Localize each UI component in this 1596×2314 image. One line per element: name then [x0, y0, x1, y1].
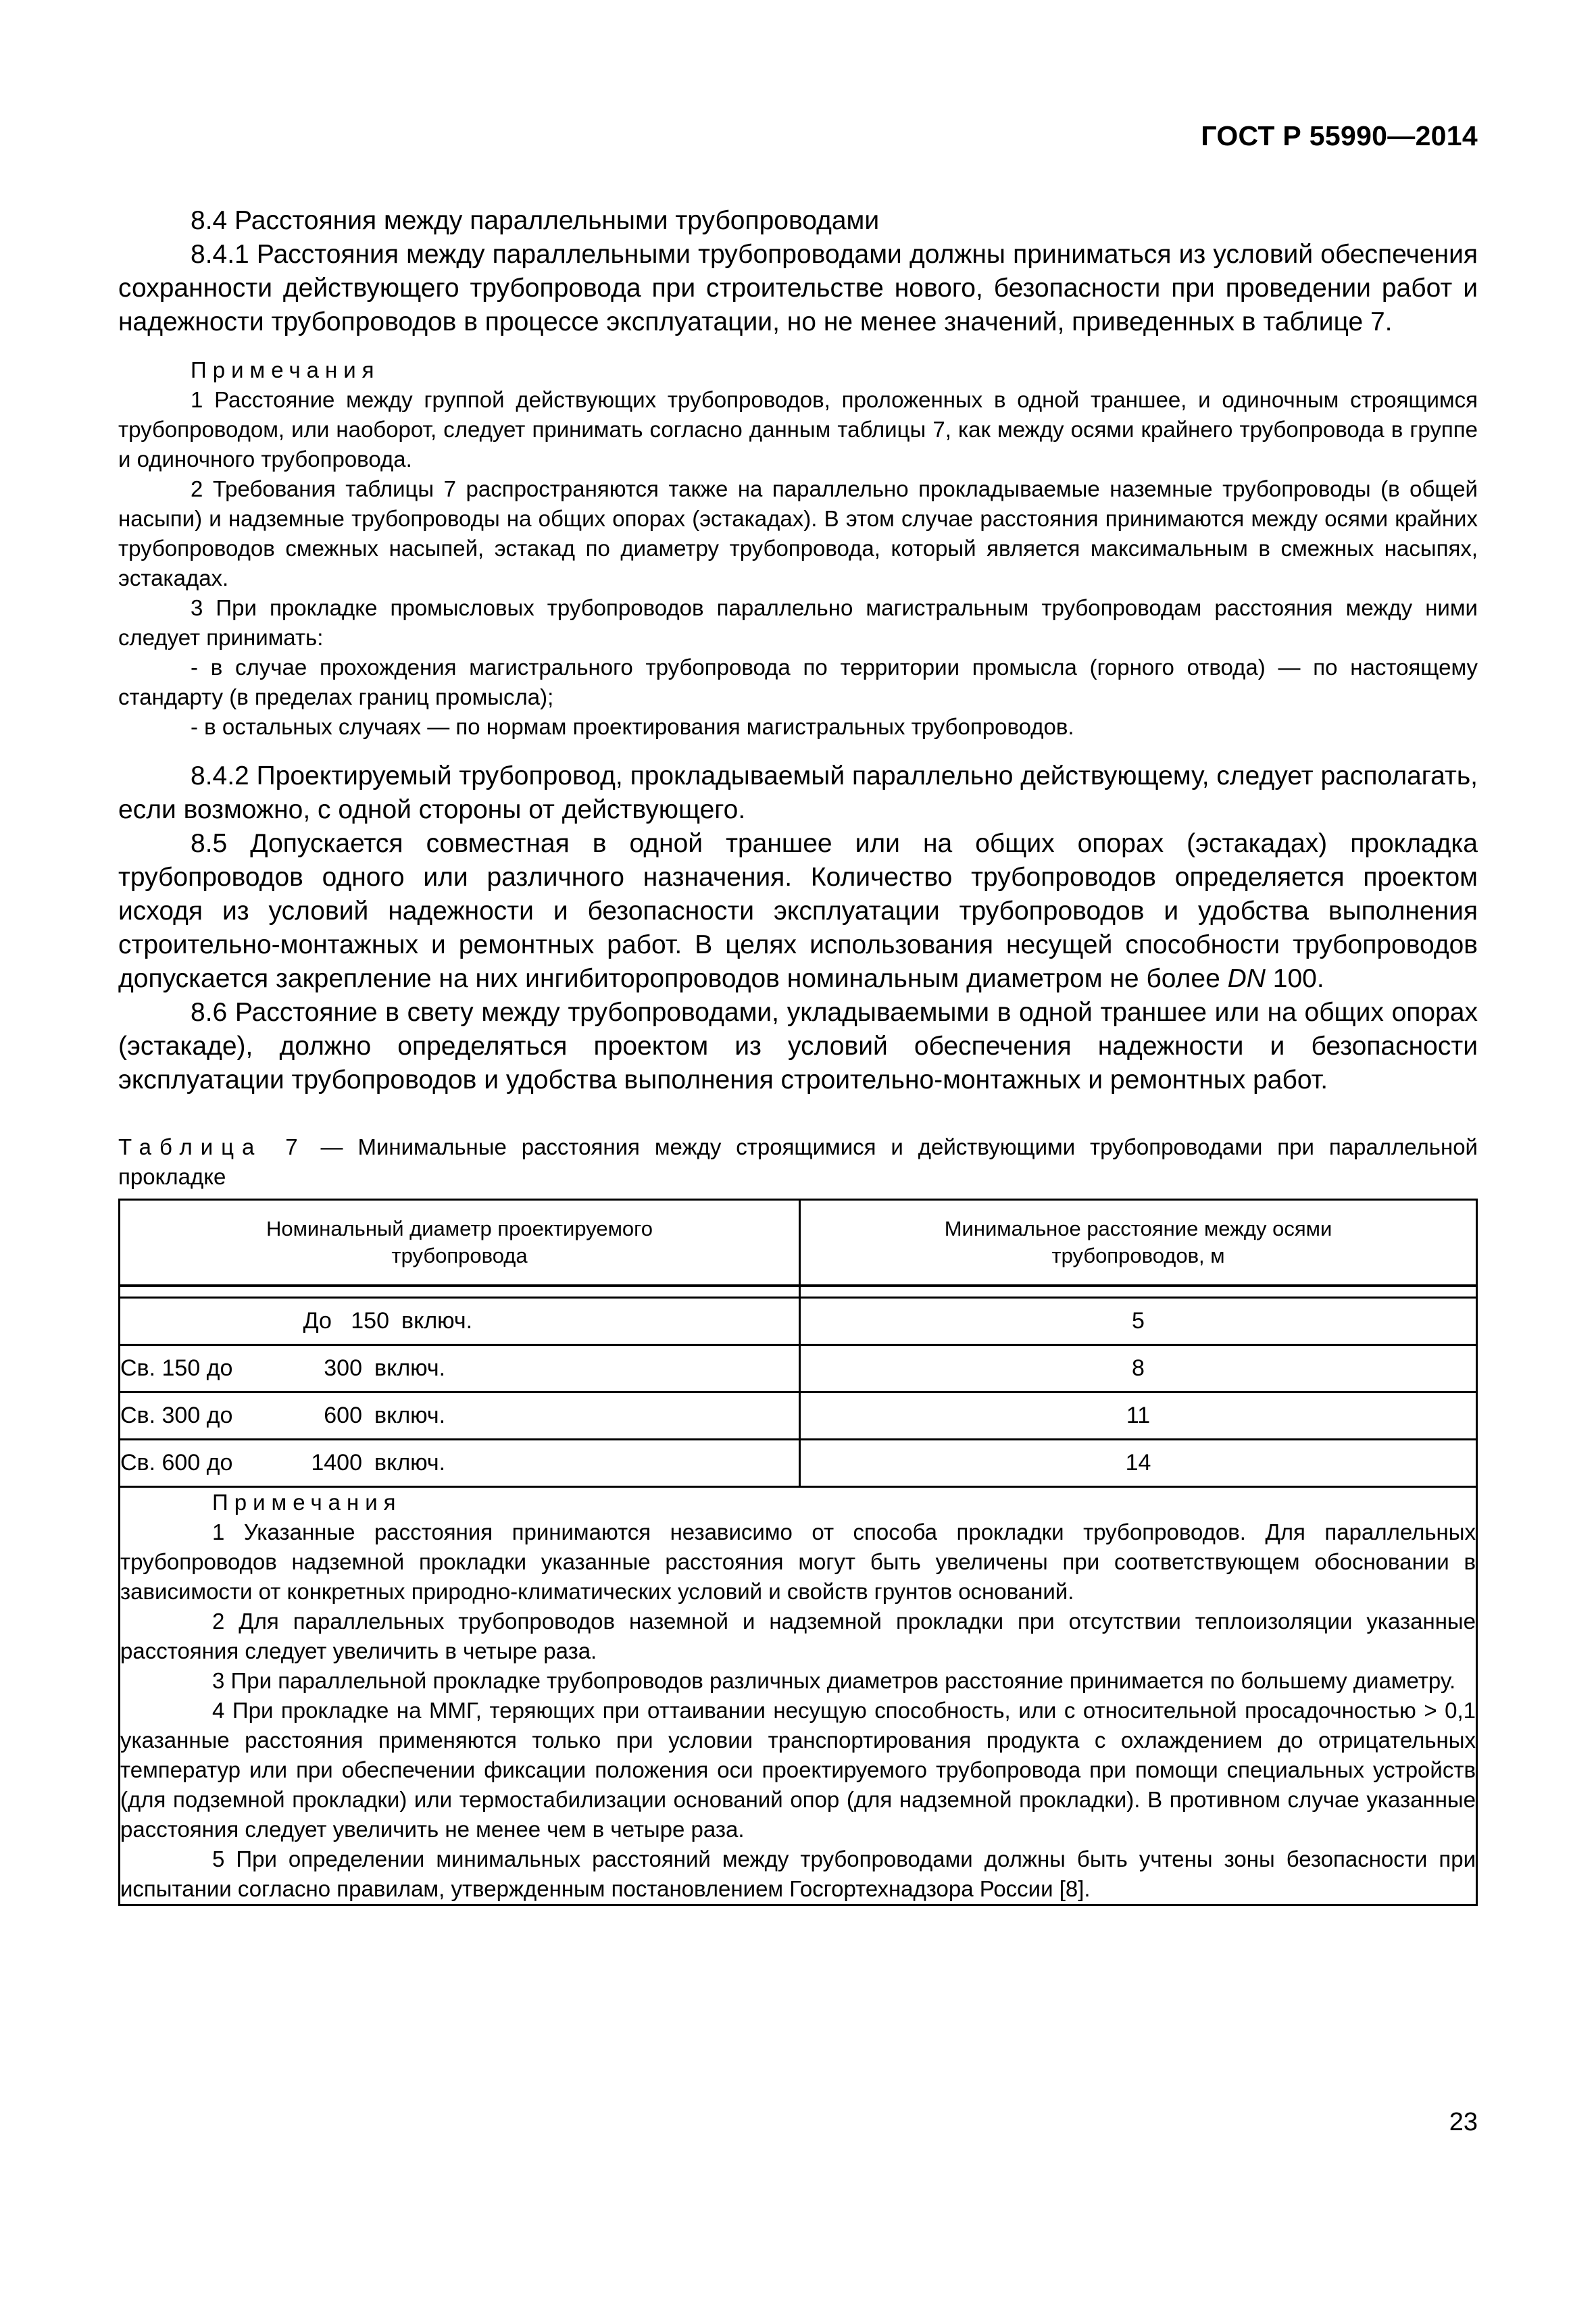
diameter-cell — [120, 1298, 800, 1345]
header-separator-row — [120, 1286, 1477, 1298]
diameter-suffix: включ. — [401, 1308, 473, 1334]
note-item: - в остальных случаях — по нормам проектирования магистральных трубопроводов. — [191, 714, 1074, 739]
distance-value: 5 — [800, 1298, 1477, 1345]
table-row — [120, 1345, 1477, 1392]
diameter-to: 1400 — [311, 1450, 362, 1476]
column-header-diameter — [120, 1200, 800, 1286]
distance-value: 11 — [800, 1392, 1477, 1440]
diameter-from: Св. 150 до — [120, 1355, 233, 1381]
table-notes-row — [120, 1487, 1477, 1905]
diameter-suffix: включ. — [374, 1450, 446, 1476]
table-caption — [118, 1132, 1478, 1192]
diameter-from: Св. 600 до — [120, 1450, 233, 1476]
diameter-cell — [120, 1392, 800, 1440]
separator-cell — [800, 1286, 1477, 1298]
distance-value: 8 — [800, 1345, 1477, 1392]
table-note-item: 4 При прокладке на ММГ, теряющих при оттаивании несущую способность, или с относительной просадочностью > 0,1 указанные расстояния применяются только при условии транспортирования продукта с охлаждением до отрицательных температур или при обеспечении фиксации положения оси проектируемого трубопровода при помощи специальных устройств (для подземной прокладки) или термостабилизации оснований опор (для надземной прокладки). В противном случае указанные расстояния следует увеличить не менее чем в четыре раза. — [120, 1698, 1476, 1842]
paragraph-8-5-text: 8.5 Допускается совместная в одной траншее или на общих опорах (эстакадах) прокладка трубопроводов одного или различного назначения. Количество трубопроводов определяется проектом исходя из условий надежности и безопасности эксплуатации трубопроводов и удобства выполнения строительно-монтажных и ремонтных работ. В целях использования несущей способности трубопроводов допускается закрепление на них ингибиторопроводов номинальным диаметром не более — [118, 829, 1478, 993]
note-item: 1 Расстояние между группой действующих трубопроводов, проложенных в одной траншее, и одиночным строящимся трубопроводом, или наоборот, следует принимать согласно данным таблицы 7, как между осями крайнего трубопровода в группе и одиночного трубопровода. — [118, 387, 1478, 472]
table-notes-cell — [120, 1487, 1477, 1905]
diameter-to: До 150 — [303, 1308, 389, 1334]
paragraph-8-4-1: 8.4.1 Расстояния между параллельными трубопроводами должны приниматься из условий обеспечения сохранности действующего трубопровода при строительстве нового, безопасности при проведении работ и надежности трубопроводов в процессе эксплуатации, но не менее значений, приведенных в таблице 7. — [118, 240, 1478, 336]
table-caption-text: — Минимальные расстояния между строящимися и действующими трубопроводами при параллельной прокладке — [118, 1134, 1478, 1189]
table-note-item: 2 Для параллельных трубопроводов наземной и надземной прокладки при отсутствии теплоизоляции указанные расстояния следует увеличить в четыре раза. — [120, 1609, 1476, 1663]
table-note-item: 1 Указанные расстояния принимаются независимо от способа прокладки трубопроводов. Для параллельных трубопроводов надземной прокладки указанные расстояния могут быть увеличены при соответствующем обосновании в зависимости от конкретных природно-климатических условий и свойств грунтов оснований. — [120, 1519, 1476, 1604]
table-row — [120, 1392, 1477, 1440]
note-item: 3 При прокладке промысловых трубопроводов параллельно магистральным трубопроводам расстояния между ними следует принимать: — [118, 595, 1478, 650]
page-number: 23 — [1449, 2108, 1478, 2136]
notes-title: Примечания — [191, 357, 380, 382]
diameter-cell — [120, 1345, 800, 1392]
paragraph-8-5-end: 100. — [1265, 964, 1324, 993]
distance-value: 14 — [800, 1440, 1477, 1487]
notes-block — [118, 355, 1478, 742]
table-note-item: 5 При определении минимальных расстояний между трубопроводами должны быть учтены зоны безопасности при испытании согласно правилам, утвержденным постановлением Госгортехнадзора России [8]. — [120, 1846, 1476, 1901]
diameter-to: 300 — [324, 1355, 362, 1381]
note-item: - в случае прохождения магистрального трубопровода по территории промысла (горного отвода) — по настоящему стандарту (в пределах границ промысла); — [118, 655, 1478, 709]
diameter-cell — [120, 1440, 800, 1487]
column-header-distance-text: Минимальное расстояние между осями трубопроводов, м — [944, 1217, 1332, 1267]
table-notes-title: Примечания — [212, 1490, 402, 1515]
page-content — [118, 204, 1478, 1906]
diameter-suffix: включ. — [374, 1355, 446, 1381]
distance-table — [118, 1199, 1478, 1906]
paragraph-8-5 — [118, 827, 1478, 996]
table-row — [120, 1298, 1477, 1345]
table-header-row — [120, 1200, 1477, 1286]
document-code: ГОСТ Р 55990—2014 — [1201, 120, 1478, 151]
separator-cell — [120, 1286, 800, 1298]
paragraph-8-4-2: 8.4.2 Проектируемый трубопровод, прокладываемый параллельно действующему, следует располагать, если возможно, с одной стороны от действующего. — [118, 761, 1478, 824]
diameter-suffix: включ. — [374, 1403, 446, 1428]
column-header-diameter-text: Номинальный диаметр проектируемого трубопровода — [266, 1217, 653, 1267]
diameter-from: Св. 300 до — [120, 1403, 233, 1428]
table-caption-label: Таблица 7 — [118, 1134, 306, 1159]
column-header-distance — [800, 1200, 1477, 1286]
diameter-to: 600 — [324, 1403, 362, 1428]
table-row — [120, 1440, 1477, 1487]
table-note-item: 3 При параллельной прокладке трубопроводов различных диаметров расстояние принимается по большему диаметру. — [212, 1668, 1456, 1693]
paragraph-8-6: 8.6 Расстояние в свету между трубопроводами, укладываемыми в одной траншее или на общих опорах (эстакаде), должно определяться проектом из условий обеспечения надежности и безопасности эксплуатации трубопроводов и удобства выполнения строительно-монтажных и ремонтных работ. — [118, 998, 1478, 1095]
section-heading-8-4: 8.4 Расстояния между параллельными трубопроводами — [191, 206, 880, 235]
note-item: 2 Требования таблицы 7 распространяются также на параллельно прокладываемые наземные трубопроводы (в общей насыпи) и надземные трубопроводы на общих опорах (эстакадах). В этом случае расстояния принимаются между осями крайних трубопроводов смежных насыпей, эстакад по диаметру трубопровода, который является максимальным в смежных насыпях, эстакадах. — [118, 476, 1478, 590]
dn-symbol: DN — [1227, 964, 1266, 993]
